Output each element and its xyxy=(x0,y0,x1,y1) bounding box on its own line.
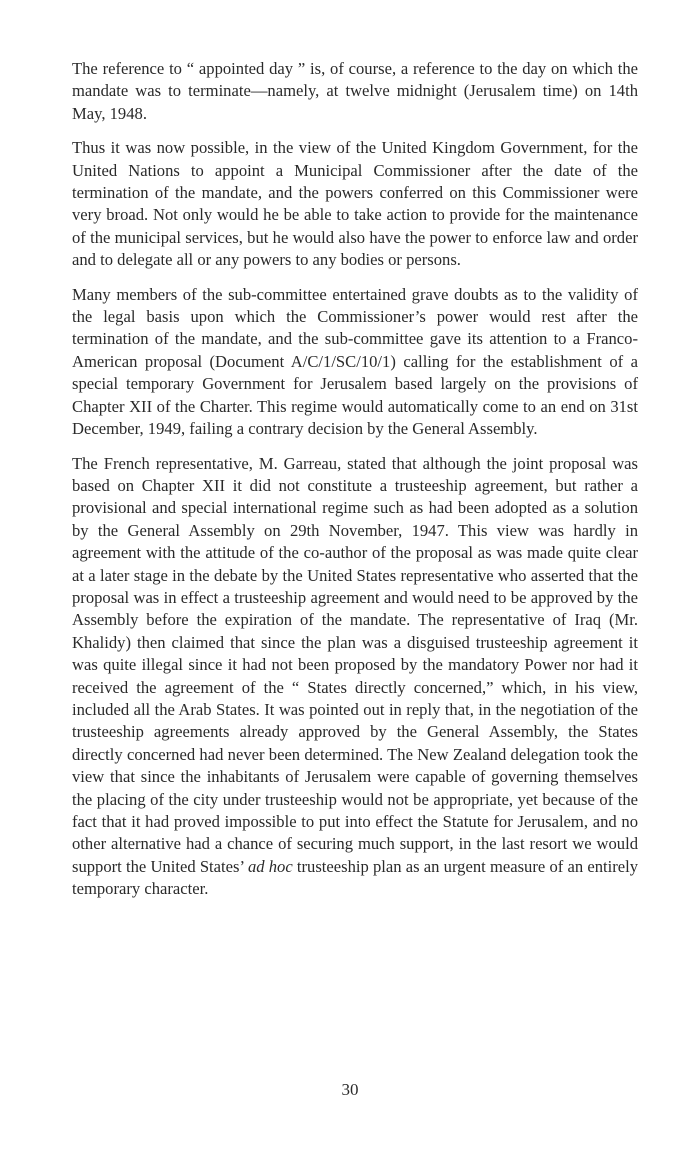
paragraph-french-representative-tail: trusteeship plan as an urgent measure of an entirely temporary character. xyxy=(72,856,639,899)
paragraph-sub-committee-doubts: Many members of the sub-committee entertained grave doubts as to the validity of the legal basis upon which the Commissioner’s power would rest after the termination of the mandate, and the sub-committee gave its attention to a Franco-American proposal (Document A/C/1/SC/10/1) calling for the establishment of a special temporary Government for Jerusalem based largely on the provisions of Chapter XII of the Charter. This regime would automatically come to an end on 31st December, 1949, failing a contrary decision by the General Assembly. xyxy=(72,284,638,439)
paragraph-appointed-day: The reference to “ appointed day ” is, of course, a reference to the day on which the mandate was to terminate—namely, at twelve midnight (Jerusalem time) on 14th May, 1948. xyxy=(72,59,638,123)
page-number: 30 xyxy=(341,1080,359,1099)
paragraph-french-representative xyxy=(72,453,638,901)
paragraph-municipal-commissioner: Thus it was now possible, in the view of the United Kingdom Government, for the United Nations to appoint a Municipal Commissioner after the date of the termination of the mandate, and the powers conferred on this Commissioner were very broad. Not only would he be able to take action to provide for the maintenance of the municipal services, but he would also have the power to enforce law and order and to delegate all or any powers to any bodies or persons. xyxy=(72,138,638,270)
document-page xyxy=(72,58,638,913)
paragraph-french-representative-body: The French representative, M. Garreau, stated that although the joint proposal was based on Chapter XII it did not constitute a trusteeship agreement, but rather a provisional and special international regime such as had been adopted as a solution by the General Assembly on 29th November, 1947. This view was hardly in agreement with the attitude of the co-author of the proposal as was made quite clear at a later stage in the debate by the United States representative who asserted that the proposal was in effect a trusteeship agreement and would need to be approved by the Assembly before the expiration of the mandate. The representative of Iraq (Mr. Khalidy) then claimed that since the plan was a disguised trusteeship agreement it was quite illegal since it had not been proposed by the mandatory Power nor had it received the agreement of the “ States directly concerned,” which, in his view, included all the Arab States. It was pointed out in reply that, in the negotiation of the trusteeship agreements already approved by the General Assembly, the States directly concerned had never been determined. The New Zealand delegation took the view that since the inhabitants of Jerusalem were capable of governing themselves the placing of the city under trusteeship would not be appropriate, yet because of the fact that it had proved impossible to put into effect the Statute for Jerusalem, and no other alternative had a chance of securing much support, in the last resort we would support the United States’ xyxy=(72,453,638,876)
ad-hoc-italic: ad hoc xyxy=(247,856,293,876)
